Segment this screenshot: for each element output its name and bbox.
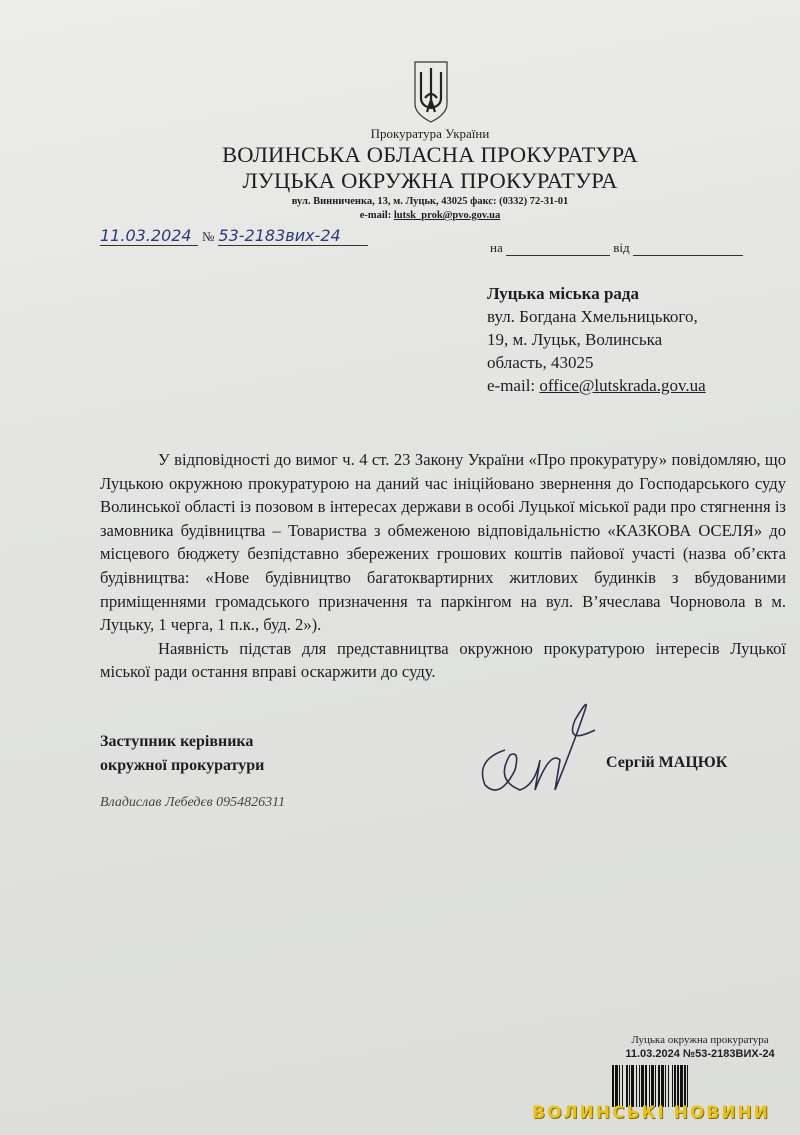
registration-stamp xyxy=(600,1033,800,1061)
stamp-reg-number: 11.03.2024 №53-2183ВИХ-24 xyxy=(625,1048,775,1060)
ref-date-blank xyxy=(633,243,743,256)
ref-from-label: від xyxy=(613,240,630,255)
signatory-position xyxy=(100,730,264,778)
barcode-bar xyxy=(688,1065,690,1107)
outgoing-registration xyxy=(100,226,368,246)
body-paragraph-2: Наявність підстав для представництва окружною прокуратурою інтересів Луцької міської ради остання вправі оскаржити до суду. xyxy=(100,638,786,682)
executor-info: Владислав Лебедєв 0954826311 xyxy=(100,795,286,810)
stamp-org: Луцька окружна прокуратура xyxy=(631,1034,769,1046)
position-line-1: Заступник керівника xyxy=(100,733,254,750)
recipient-address-2: 19, м. Луцьк, Волинська xyxy=(487,330,663,349)
district-office-title: ЛУЦЬКА ОКРУЖНА ПРОКУРАТУРА xyxy=(242,168,618,193)
recipient-address-1: вул. Богдана Хмельницького, xyxy=(487,307,698,326)
ref-on-label: на xyxy=(490,240,503,255)
handwritten-signature-icon xyxy=(465,690,615,810)
recipient-address-3: область, 43025 xyxy=(487,353,594,372)
recipient-block xyxy=(487,282,706,397)
agency-name: Прокуратура України xyxy=(370,126,490,141)
outgoing-date: 11.03.2024 xyxy=(100,226,198,246)
recipient-name: Луцька міська рада xyxy=(487,284,639,303)
office-address: вул. Винниченка, 13, м. Луцьк, 43025 факс: (0332) 72-31-01 xyxy=(291,196,569,207)
barcode xyxy=(612,1065,778,1107)
recipient-email-line xyxy=(487,374,706,397)
number-prefix: № xyxy=(202,229,215,244)
regional-office-title: ВОЛИНСЬКА ОБЛАСНА ПРОКУРАТУРА xyxy=(222,142,638,167)
news-watermark: ВОЛИНСЬКІ НОВИНИ xyxy=(532,1103,770,1123)
office-email-line xyxy=(0,210,800,221)
letter-body xyxy=(100,448,786,684)
ref-number-blank xyxy=(506,243,610,256)
email-label: e-mail: xyxy=(359,210,394,221)
position-line-2: окружної прокуратури xyxy=(100,757,265,774)
office-email[interactable]: lutsk_prok@pvo.gov.ua xyxy=(393,210,501,221)
recipient-email[interactable]: office@lutskrada.gov.ua xyxy=(539,376,706,395)
reference-line xyxy=(490,240,743,256)
email-label: e-mail: xyxy=(487,376,540,395)
signatory-name: Сергій МАЦЮК xyxy=(606,754,728,771)
outgoing-number: 53-2183вих-24 xyxy=(218,226,368,246)
body-paragraph-1: У відповідності до вимог ч. 4 ст. 23 Закону України «Про прокуратуру» повідомляю, що Луцькою окружною прокуратурою на даний час ініційовано звернення до Господарського суду Волинської області із позовом в інтересах держави в особі Луцької міської ради про стягнення із замовника будівництва – Товариства з обмеженою відповідальністю «КАЗКОВА ОСЕЛЯ» до місцевого бюджету безпідставно збережених грошових коштів пайової участі (назва об’єкта будівництва: «Нове будівництво багатоквартирних житлових будинків з вбудованими приміщеннями громадського призначення та паркінгом на вул. В’ячеслава Чорновола в м. Луцьку, 1 черга, 1 п.к., буд. 2»). xyxy=(100,450,786,635)
trident-emblem-icon xyxy=(413,60,449,124)
